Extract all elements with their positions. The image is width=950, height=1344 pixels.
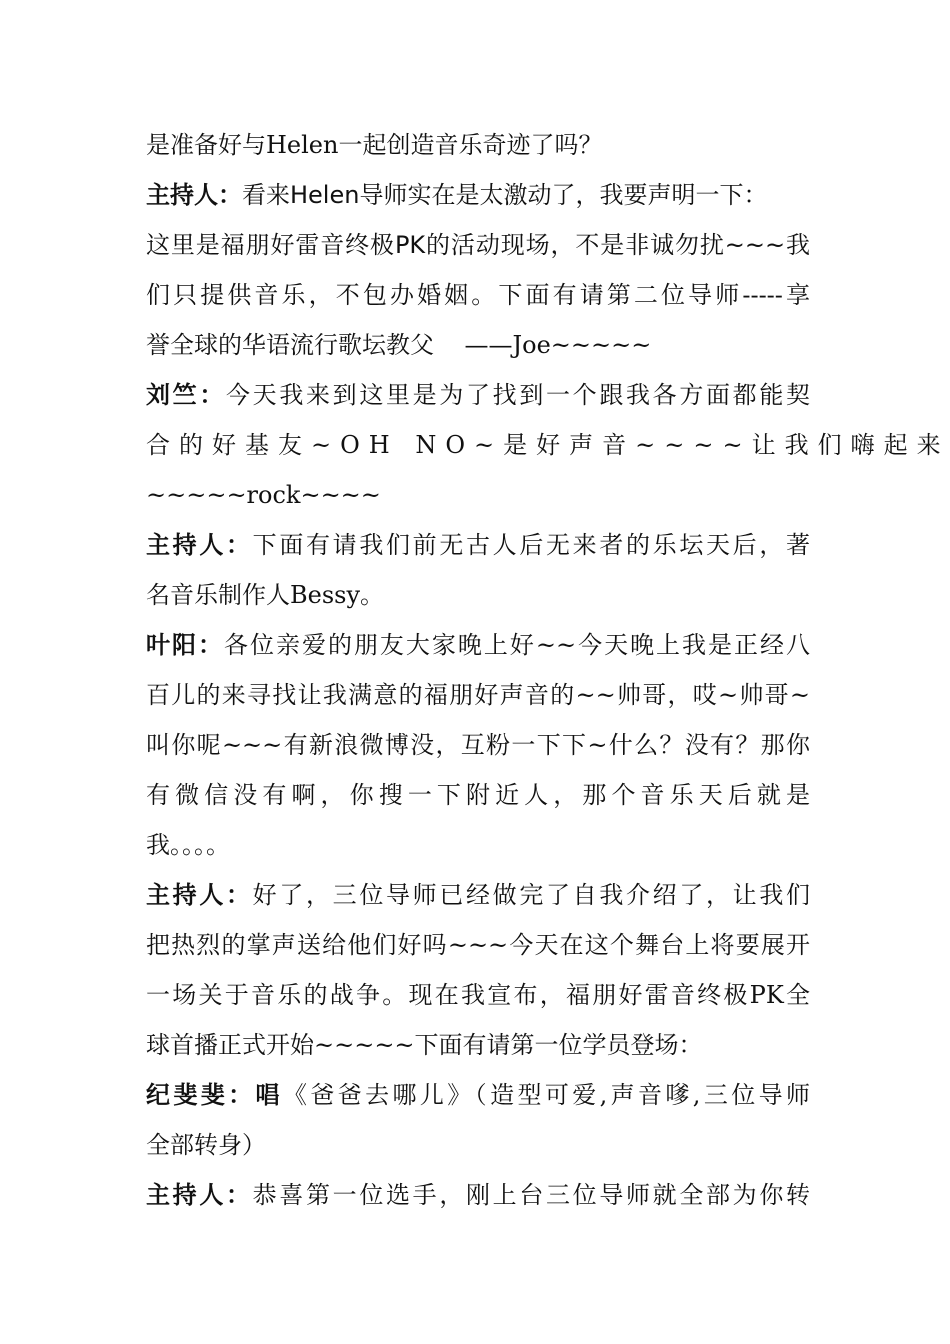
dialogue-line: 主持人：看来Helen导师实在是太激动了，我要声明一下： <box>146 181 768 209</box>
speaker-label: 主持人： <box>146 531 253 559</box>
text-line: 誉全球的华语流行歌坛教父 ——Joe~~~~~ <box>146 331 652 359</box>
text-line: 名音乐制作人Bessy。 <box>146 581 385 609</box>
dialogue-line: 主持人：好了，三位导师已经做完了自我介绍了，让我们 <box>146 881 811 909</box>
dialogue-line: 主持人：恭喜第一位选手，刚上台三位导师就全部为你转 <box>146 1181 811 1209</box>
speaker-label: 主持人： <box>146 181 242 209</box>
text-line: 合的好基友~OH NO~是好声音~~~~让我们嗨起来 <box>146 431 950 459</box>
text-line: 一场关于音乐的战争。现在我宣布，福朋好雷音终极PK全 <box>146 981 810 1009</box>
dialogue-line: 主持人：下面有请我们前无古人后无来者的乐坛天后，著 <box>146 531 811 559</box>
text-line: 是准备好与Helen一起创造音乐奇迹了吗？ <box>146 131 603 159</box>
text-line: 我。。。。 <box>146 831 230 859</box>
text-line: 百儿的来寻找让我满意的福朋好声音的~~帅哥，哎~帅哥~ <box>146 681 810 709</box>
dialogue-line: 叶阳：各位亲爱的朋友大家晚上好~~今天晚上我是正经八 <box>146 631 811 659</box>
text-line: 球首播正式开始~~~~~下面有请第一位学员登场： <box>146 1031 703 1059</box>
dialogue-line: 纪斐斐：唱《爸爸去哪儿》（造型可爱,声音嗲,三位导师 <box>146 1081 810 1109</box>
speaker-label: 主持人： <box>146 1181 253 1209</box>
speaker-label: 叶阳： <box>146 631 224 659</box>
text-line: 全部转身） <box>146 1131 266 1159</box>
speaker-label: 刘竺： <box>146 381 226 409</box>
text-line: 叫你呢~~~有新浪微博没，互粉一下下~什么？没有？那你 <box>146 731 810 759</box>
text-line: ~~~~~rock~~~~ <box>146 481 381 509</box>
text-line: 们只提供音乐，不包办婚姻。下面有请第二位导师-----享 <box>146 281 810 309</box>
speaker-label: 主持人： <box>146 881 253 909</box>
text-line: 有微信没有啊，你搜一下附近人，那个音乐天后就是 <box>146 781 810 809</box>
speaker-label: 纪斐斐：唱 <box>146 1081 283 1109</box>
text-line: 把热烈的掌声送给他们好吗~~~今天在这个舞台上将要展开 <box>146 931 810 959</box>
text-line: 这里是福朋好雷音终极PK的活动现场，不是非诚勿扰~~~我 <box>146 231 810 259</box>
dialogue-line: 刘竺：今天我来到这里是为了找到一个跟我各方面都能契 <box>146 381 810 409</box>
